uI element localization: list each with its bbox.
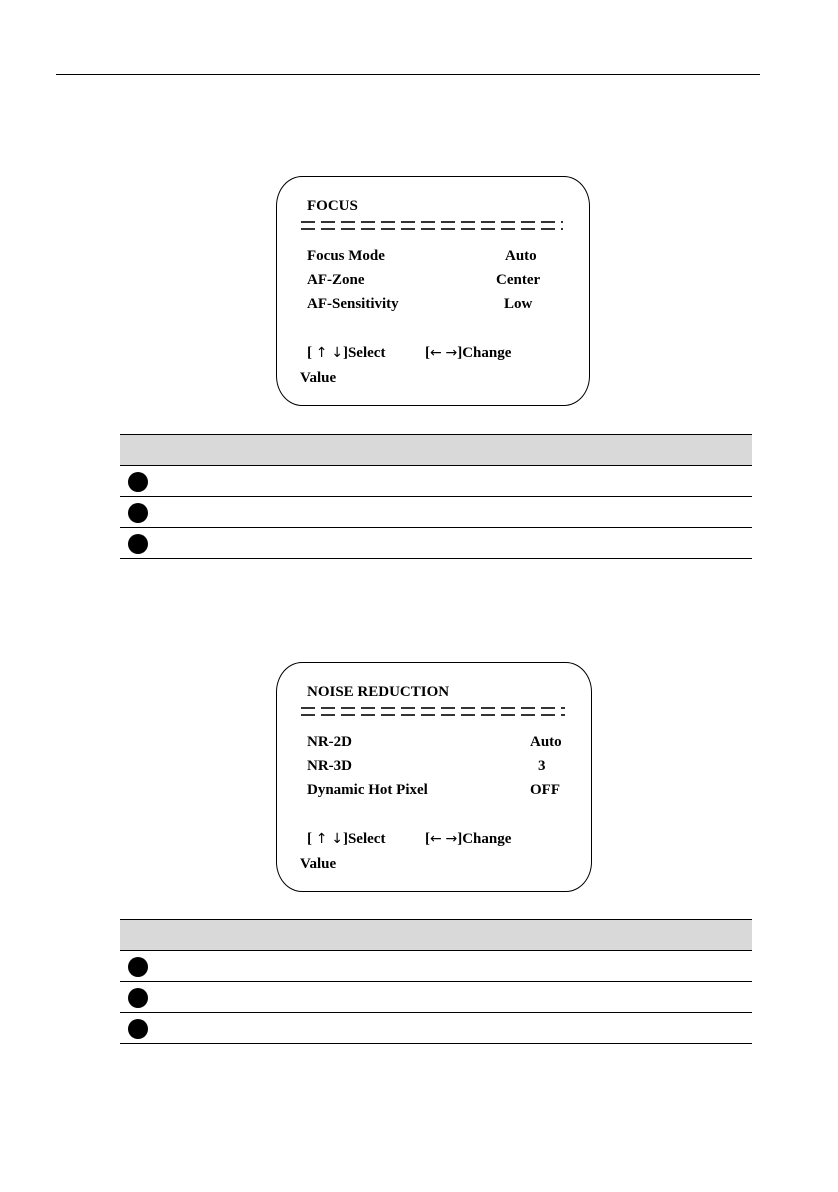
callout-number-icon: [128, 534, 148, 554]
table-row: [120, 528, 752, 559]
value-hint: Value: [300, 856, 337, 872]
select-hint-text: ]Select: [342, 831, 386, 847]
af-sensitivity-value: Low: [504, 296, 533, 312]
af-sensitivity-row: [307, 295, 549, 313]
table-header: [120, 919, 752, 951]
noise-reduction-reference-table: [120, 919, 752, 1044]
nr-2d-label: NR-2D: [307, 734, 352, 750]
nr-2d-value: Auto: [530, 734, 562, 750]
select-hint-text: ]Select: [342, 345, 386, 361]
nr-3d-label: NR-3D: [307, 758, 352, 774]
table-row: [120, 497, 752, 528]
callout-number-icon: [128, 503, 148, 523]
focus-reference-table: [120, 434, 752, 559]
noise-reduction-osd-panel: [276, 662, 592, 892]
table-row: [120, 982, 752, 1013]
select-hint-open-bracket: [: [307, 345, 312, 361]
left-arrow-icon: ←: [430, 831, 442, 847]
select-hint: [307, 344, 385, 362]
select-hint: [307, 830, 385, 848]
up-arrow-icon: ↑: [315, 345, 328, 361]
page-number: [724, 2, 784, 16]
header-rule: [56, 74, 760, 75]
change-hint-open-bracket: [: [425, 831, 430, 847]
af-zone-label: AF-Zone: [307, 272, 365, 288]
af-zone-value: Center: [496, 272, 541, 288]
down-arrow-icon: ↓: [331, 831, 343, 847]
nr-3d-row: [307, 757, 551, 775]
noise-osd-title: NOISE REDUCTION: [307, 684, 450, 700]
change-hint-text: ]Change: [457, 831, 512, 847]
up-arrow-icon: ↑: [315, 831, 328, 847]
select-hint-open-bracket: [: [307, 831, 312, 847]
table-row: [120, 466, 752, 497]
focus-mode-value: Auto: [505, 248, 537, 264]
focus-mode-label: Focus Mode: [307, 248, 385, 264]
table-row: [120, 951, 752, 982]
table-row: [120, 1013, 752, 1044]
callout-number-icon: [128, 957, 148, 977]
change-hint: [425, 344, 511, 362]
table-header: [120, 434, 752, 466]
right-arrow-icon: →: [445, 345, 458, 361]
af-sensitivity-label: AF-Sensitivity: [307, 296, 399, 312]
callout-number-icon: [128, 1019, 148, 1039]
change-hint: [425, 830, 511, 848]
dynamic-hot-pixel-value: OFF: [530, 782, 560, 798]
focus-osd-panel: [276, 176, 590, 406]
change-hint-text: ]Change: [457, 345, 512, 361]
down-arrow-icon: ↓: [331, 345, 343, 361]
change-hint-open-bracket: [: [425, 345, 430, 361]
callout-number-icon: [128, 988, 148, 1008]
focus-mode-row: [307, 247, 549, 265]
nr-2d-row: [307, 733, 562, 751]
dynamic-hot-pixel-label: Dynamic Hot Pixel: [307, 782, 428, 798]
callout-number-icon: [128, 472, 148, 492]
focus-osd-title: FOCUS: [307, 198, 358, 214]
left-arrow-icon: ←: [430, 345, 442, 361]
dynamic-hot-pixel-row: [307, 781, 560, 799]
right-arrow-icon: →: [445, 831, 458, 847]
value-hint: Value: [300, 370, 337, 386]
af-zone-row: [307, 271, 549, 289]
nr-3d-value: 3: [538, 758, 546, 774]
noise-osd-separator: [301, 707, 565, 716]
focus-osd-separator: [301, 221, 563, 230]
